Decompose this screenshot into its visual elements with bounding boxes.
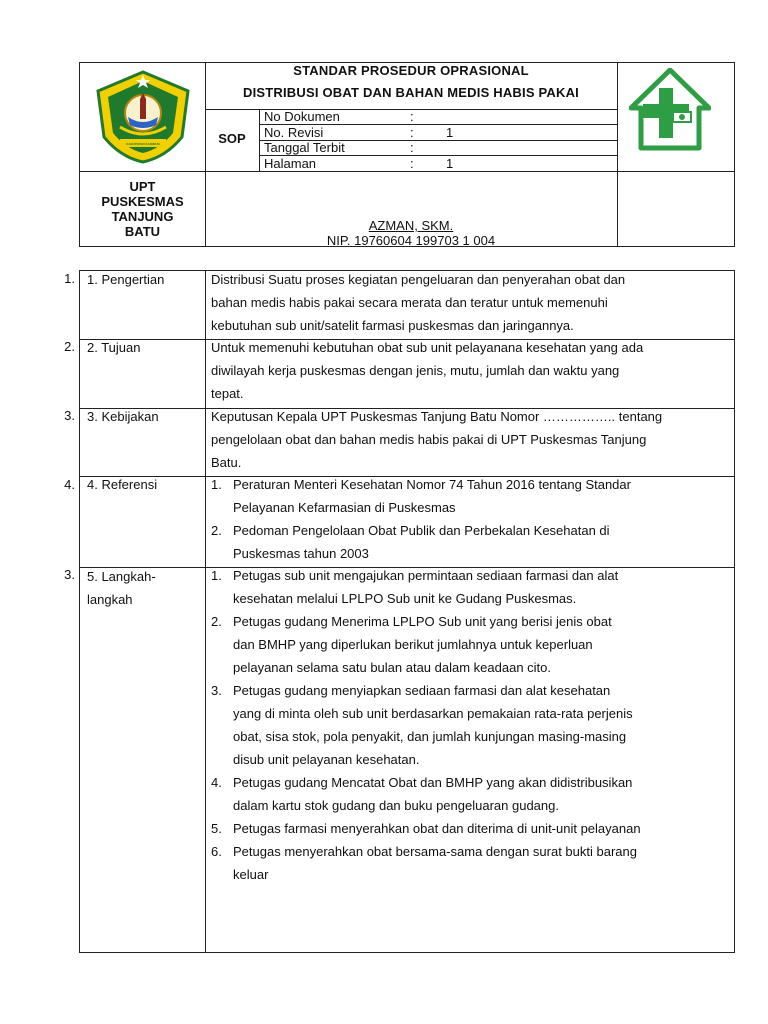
list-number: 3.: [211, 683, 222, 698]
text-line: obat, sisa stok, pola penyakit, dan jumlah kunjungan masing-masing: [233, 729, 627, 744]
meta-row-tanggal-terbit: [264, 140, 614, 155]
section-title-kebijakan: 3. Kebijakan: [87, 409, 159, 424]
sop-header-table: [79, 62, 735, 247]
list-item: [211, 564, 729, 610]
text-line: bahan medis habis pakai secara merata dan teratur untuk memenuhi: [211, 295, 608, 310]
section-body-tujuan: [211, 336, 729, 405]
sop-subtitle: DISTRIBUSI OBAT DAN BAHAN MEDIS HABIS PAKAI: [242, 85, 579, 100]
text-line: Batu.: [211, 455, 242, 470]
text-line: dan BMHP yang diperlukan berikut jumlahnya untuk keperluan: [233, 637, 593, 652]
text-line: diwilayah kerja puskesmas dengan jenis, mutu, jumlah dan waktu yang: [211, 363, 620, 378]
list-number: 6.: [211, 844, 222, 859]
text-line: Petugas gudang menyiapkan sediaan farmasi dan alat kesehatan: [233, 683, 611, 698]
text-line: Petugas menyerahkan obat bersama-sama dengan surat bukti barang: [233, 844, 637, 859]
meta-value: 1: [446, 125, 454, 140]
list-item: [211, 519, 729, 565]
text-line: tepat.: [211, 386, 244, 401]
list-item: [211, 473, 729, 519]
text-line: Petugas gudang Menerima LPLPO Sub unit yang berisi jenis obat: [233, 614, 612, 629]
meta-label: Tanggal Terbit: [264, 140, 345, 155]
text-line: Petugas farmasi menyerahkan obat dan diterima di unit-unit pelayanan: [233, 821, 641, 836]
text-line: Distribusi Suatu proses kegiatan pengeluaran dan penyerahan obat dan: [211, 272, 626, 287]
list-number: 4.: [211, 775, 222, 790]
list-number: 1.: [211, 568, 222, 583]
list-item: [211, 610, 729, 679]
meta-sep: :: [410, 125, 414, 140]
meta-label: Halaman: [264, 156, 317, 171]
text-line: kesehatan melalui LPLPO Sub unit ke Gudang Puskesmas.: [233, 591, 577, 606]
unit-name: [80, 179, 205, 239]
row-number: 4.: [64, 477, 75, 492]
text-line: Petugas sub unit mengajukan permintaan sediaan farmasi dan alat: [233, 568, 619, 583]
meta-sep: :: [410, 156, 414, 171]
signer-nip: NIP. 19760604 199703 1 004: [326, 233, 496, 248]
text-line: Pelayanan Kefarmasian di Puskesmas: [233, 500, 456, 515]
meta-row-halaman: [264, 156, 614, 171]
text-line: 5. Langkah-: [87, 569, 156, 584]
list-number: 1.: [211, 477, 222, 492]
section-title-langkah: [87, 565, 156, 611]
section-title-pengertian: 1. Pengertian: [87, 272, 165, 287]
unit-line: UPT: [129, 179, 156, 194]
meta-label: No. Revisi: [264, 125, 324, 140]
text-line: disub unit pelayanan kesehatan.: [233, 752, 420, 767]
text-line: langkah: [87, 592, 133, 607]
section-body-langkah: [211, 564, 729, 886]
text-line: Untuk memenuhi kebutuhan obat sub unit pelayanana kesehatan yang ada: [211, 340, 644, 355]
signature-block: [205, 218, 617, 248]
text-line: pengelolaan obat dan bahan medis habis pakai di UPT Puskesmas Tanjung: [211, 432, 647, 447]
text-line: dalam kartu stok gudang dan buku pengeluaran gudang.: [233, 798, 559, 813]
unit-line: TANJUNG: [111, 209, 174, 224]
logo-text: KABUPATEN KARIMUN: [126, 142, 160, 146]
section-title-referensi: 4. Referensi: [87, 477, 158, 492]
meta-sep: :: [410, 140, 414, 155]
text-line: Petugas gudang Mencatat Obat dan BMHP yang akan didistribusikan: [233, 775, 633, 790]
meta-value: 1: [446, 156, 454, 171]
text-line: kebutuhan sub unit/satelit farmasi puskesmas dan jaringannya.: [211, 318, 574, 333]
meta-sep: :: [410, 109, 414, 124]
text-line: Puskesmas tahun 2003: [233, 546, 369, 561]
puskesmas-logo: [629, 68, 711, 154]
row-number: 1.: [64, 271, 75, 286]
unit-line: BATU: [124, 224, 161, 239]
section-body-referensi: [211, 473, 729, 565]
meta-label: No Dokumen: [264, 109, 340, 124]
text-line: keluar: [233, 867, 269, 882]
kabupaten-karimun-logo: [90, 69, 196, 165]
list-number: 2.: [211, 614, 222, 629]
list-number: 2.: [211, 523, 222, 538]
list-item: [211, 679, 729, 771]
list-item: [211, 817, 729, 840]
list-number: 5.: [211, 821, 222, 836]
section-body-kebijakan: [211, 405, 729, 474]
sop-content-table: [79, 270, 735, 953]
list-item: [211, 840, 729, 886]
meta-row-no-dokumen: [264, 109, 614, 124]
meta-row-no-revisi: [264, 125, 614, 140]
text-line: pelayanan selama satu bulan atau dalam keadaan cito.: [233, 660, 551, 675]
text-line: Pedoman Pengelolaan Obat Publik dan Perbekalan Kesehatan di: [233, 523, 610, 538]
signer-name: AZMAN, SKM.: [368, 218, 454, 233]
row-number: 2.: [64, 339, 75, 354]
text-line: Peraturan Menteri Kesehatan Nomor 74 Tahun 2016 tentang Standar: [233, 477, 631, 492]
section-body-pengertian: [211, 268, 729, 337]
unit-line: PUSKESMAS: [101, 194, 184, 209]
text-line: yang di minta oleh sub unit berdasarkan pemakaian rata-rata perjenis: [233, 706, 633, 721]
section-title-tujuan: 2. Tujuan: [87, 340, 141, 355]
row-number: 3.: [64, 408, 75, 423]
sop-title: STANDAR PROSEDUR OPRASIONAL: [293, 63, 529, 78]
list-item: [211, 771, 729, 817]
row-number: 3.: [64, 567, 75, 582]
text-line: Keputusan Kepala UPT Puskesmas Tanjung Batu Nomor …………….. tentang: [211, 409, 663, 424]
sop-label: SOP: [218, 131, 246, 146]
